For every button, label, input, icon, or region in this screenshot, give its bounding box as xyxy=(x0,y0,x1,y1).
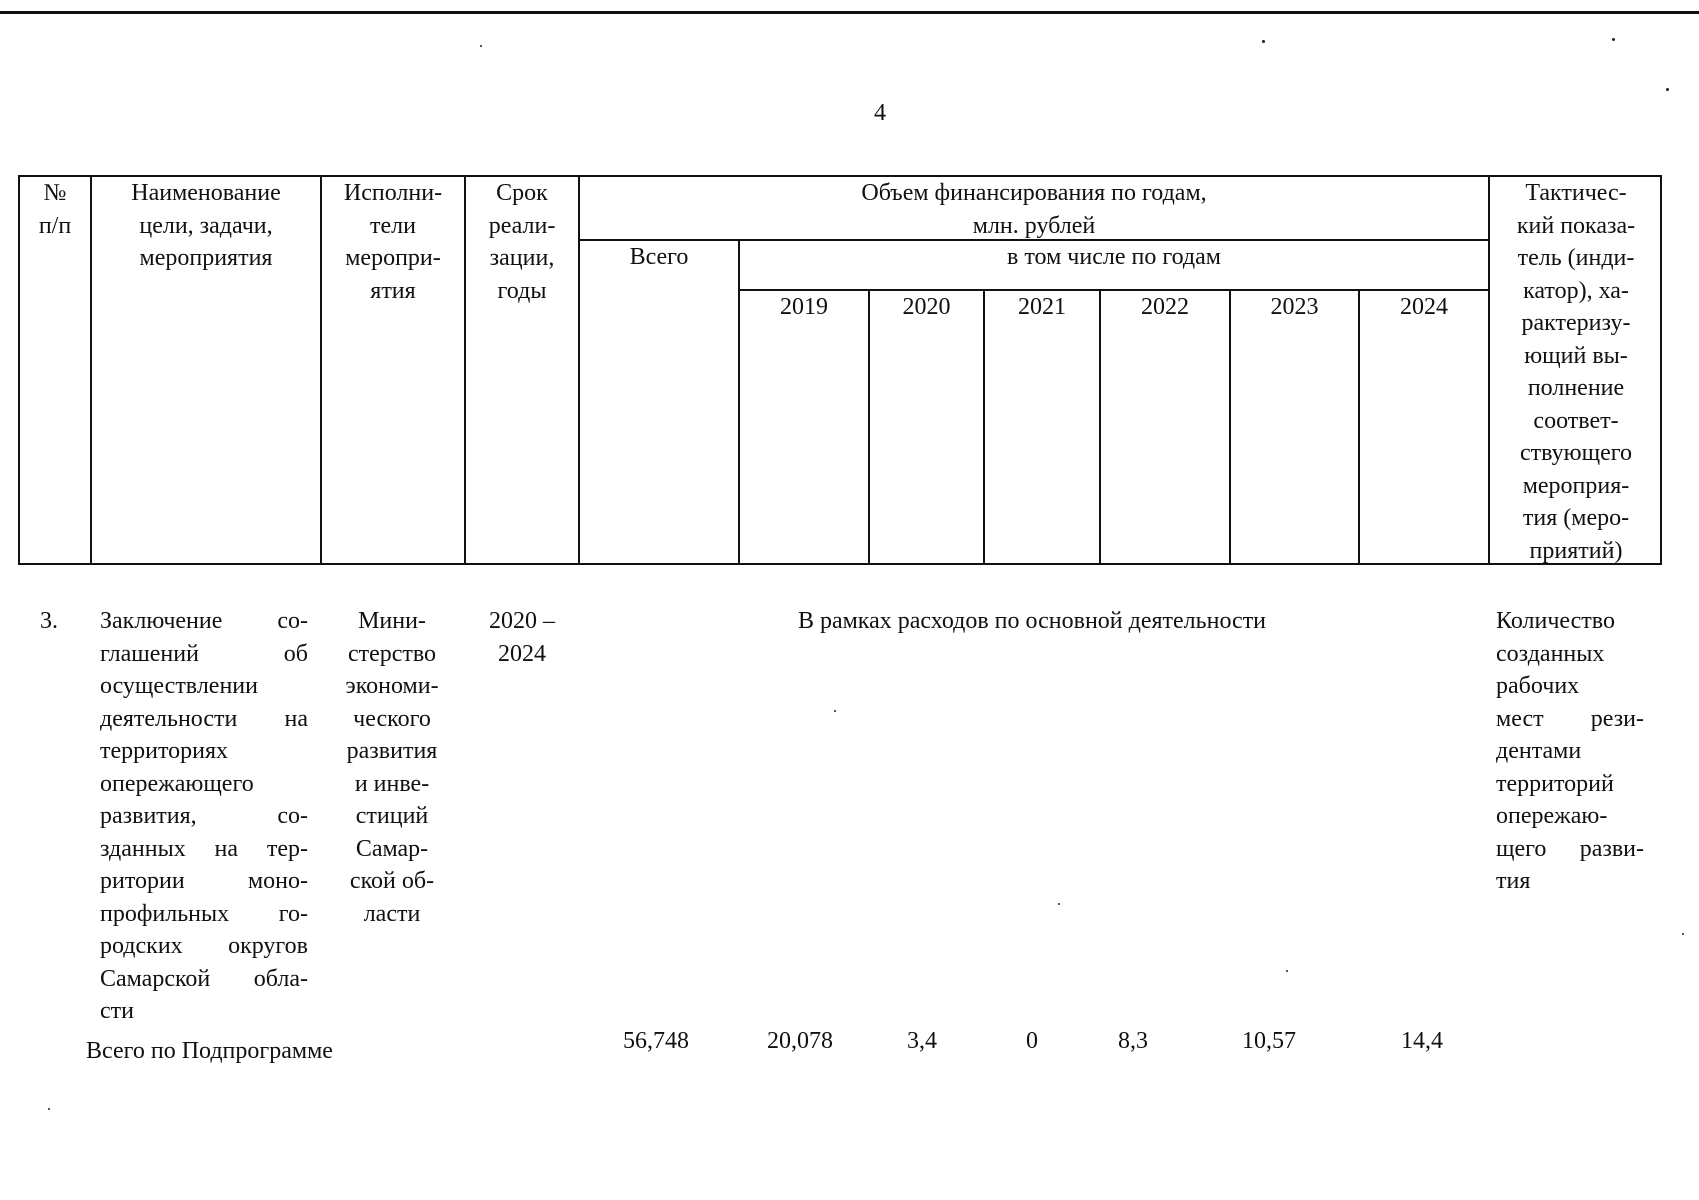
scan-speck xyxy=(1612,38,1615,41)
total-label: Всего по Подпрограмме xyxy=(86,1038,333,1064)
total-2022: 8,3 xyxy=(1118,1028,1148,1054)
scan-speck xyxy=(1058,903,1060,905)
top-border-line xyxy=(0,11,1699,14)
header-col-name: Наименование цели, задачи, мероприятия xyxy=(131,180,281,271)
header-financing-title: Объем финансирования по годам, млн. рублей xyxy=(861,180,1207,239)
header-col-indicator: Тактичес- кий показа- тель (инди- катор), ха- рактеризу- ющий вы- полнение соответ- ствующего мероприя- тия (меро- приятий) xyxy=(1516,180,1636,564)
header-col-term: Срок реали- зации, годы xyxy=(488,180,556,304)
page-number: 4 xyxy=(874,100,886,126)
header-col-number: № п/п xyxy=(38,180,72,239)
header-year-2024: 2024 xyxy=(1400,294,1448,320)
header-col-executors: Исполни- тели меропри- ятия xyxy=(343,180,443,304)
header-year-2021: 2021 xyxy=(1018,294,1066,320)
header-by-years: в том числе по годам xyxy=(1007,244,1221,270)
table-header xyxy=(18,175,1662,565)
header-year-2022: 2022 xyxy=(1141,294,1189,320)
scan-speck xyxy=(1666,88,1669,91)
row-executor: Мини- стерство экономи- ческого развития и инве- стиций Самар- ской об- ласти xyxy=(345,608,439,927)
total-2021: 0 xyxy=(1026,1028,1038,1054)
scan-speck xyxy=(1682,933,1684,935)
row-financing-note: В рамках расходов по основной деятельности xyxy=(797,608,1267,634)
header-year-2020: 2020 xyxy=(902,294,951,320)
scan-speck xyxy=(480,45,482,47)
scan-speck xyxy=(1262,40,1265,43)
row-term: 2020 – 2024 xyxy=(489,608,555,667)
header-year-2023: 2023 xyxy=(1270,294,1319,320)
total-2019: 20,078 xyxy=(767,1028,833,1054)
header-col-total: Всего xyxy=(629,244,689,270)
total-2020: 3,4 xyxy=(907,1028,937,1054)
total-sum: 56,748 xyxy=(623,1028,689,1054)
header-year-2019: 2019 xyxy=(780,294,828,320)
total-2024: 14,4 xyxy=(1401,1028,1443,1054)
scan-speck xyxy=(48,1108,50,1110)
scan-speck xyxy=(834,710,836,712)
row-indicator: Количество созданных рабочих мест рези- дентами территорий опережаю- щего разви- тия xyxy=(1496,608,1644,894)
row-number: 3. xyxy=(40,608,58,634)
row-name: Заключение со- глашений об осуществлении деятельности на территориях опережающего развития, со- зданных на тер- ритории моно- профильных го- родских округов Самарской обла- сти xyxy=(100,608,308,1024)
scan-speck xyxy=(1286,970,1288,972)
total-2023: 10,57 xyxy=(1242,1028,1296,1054)
